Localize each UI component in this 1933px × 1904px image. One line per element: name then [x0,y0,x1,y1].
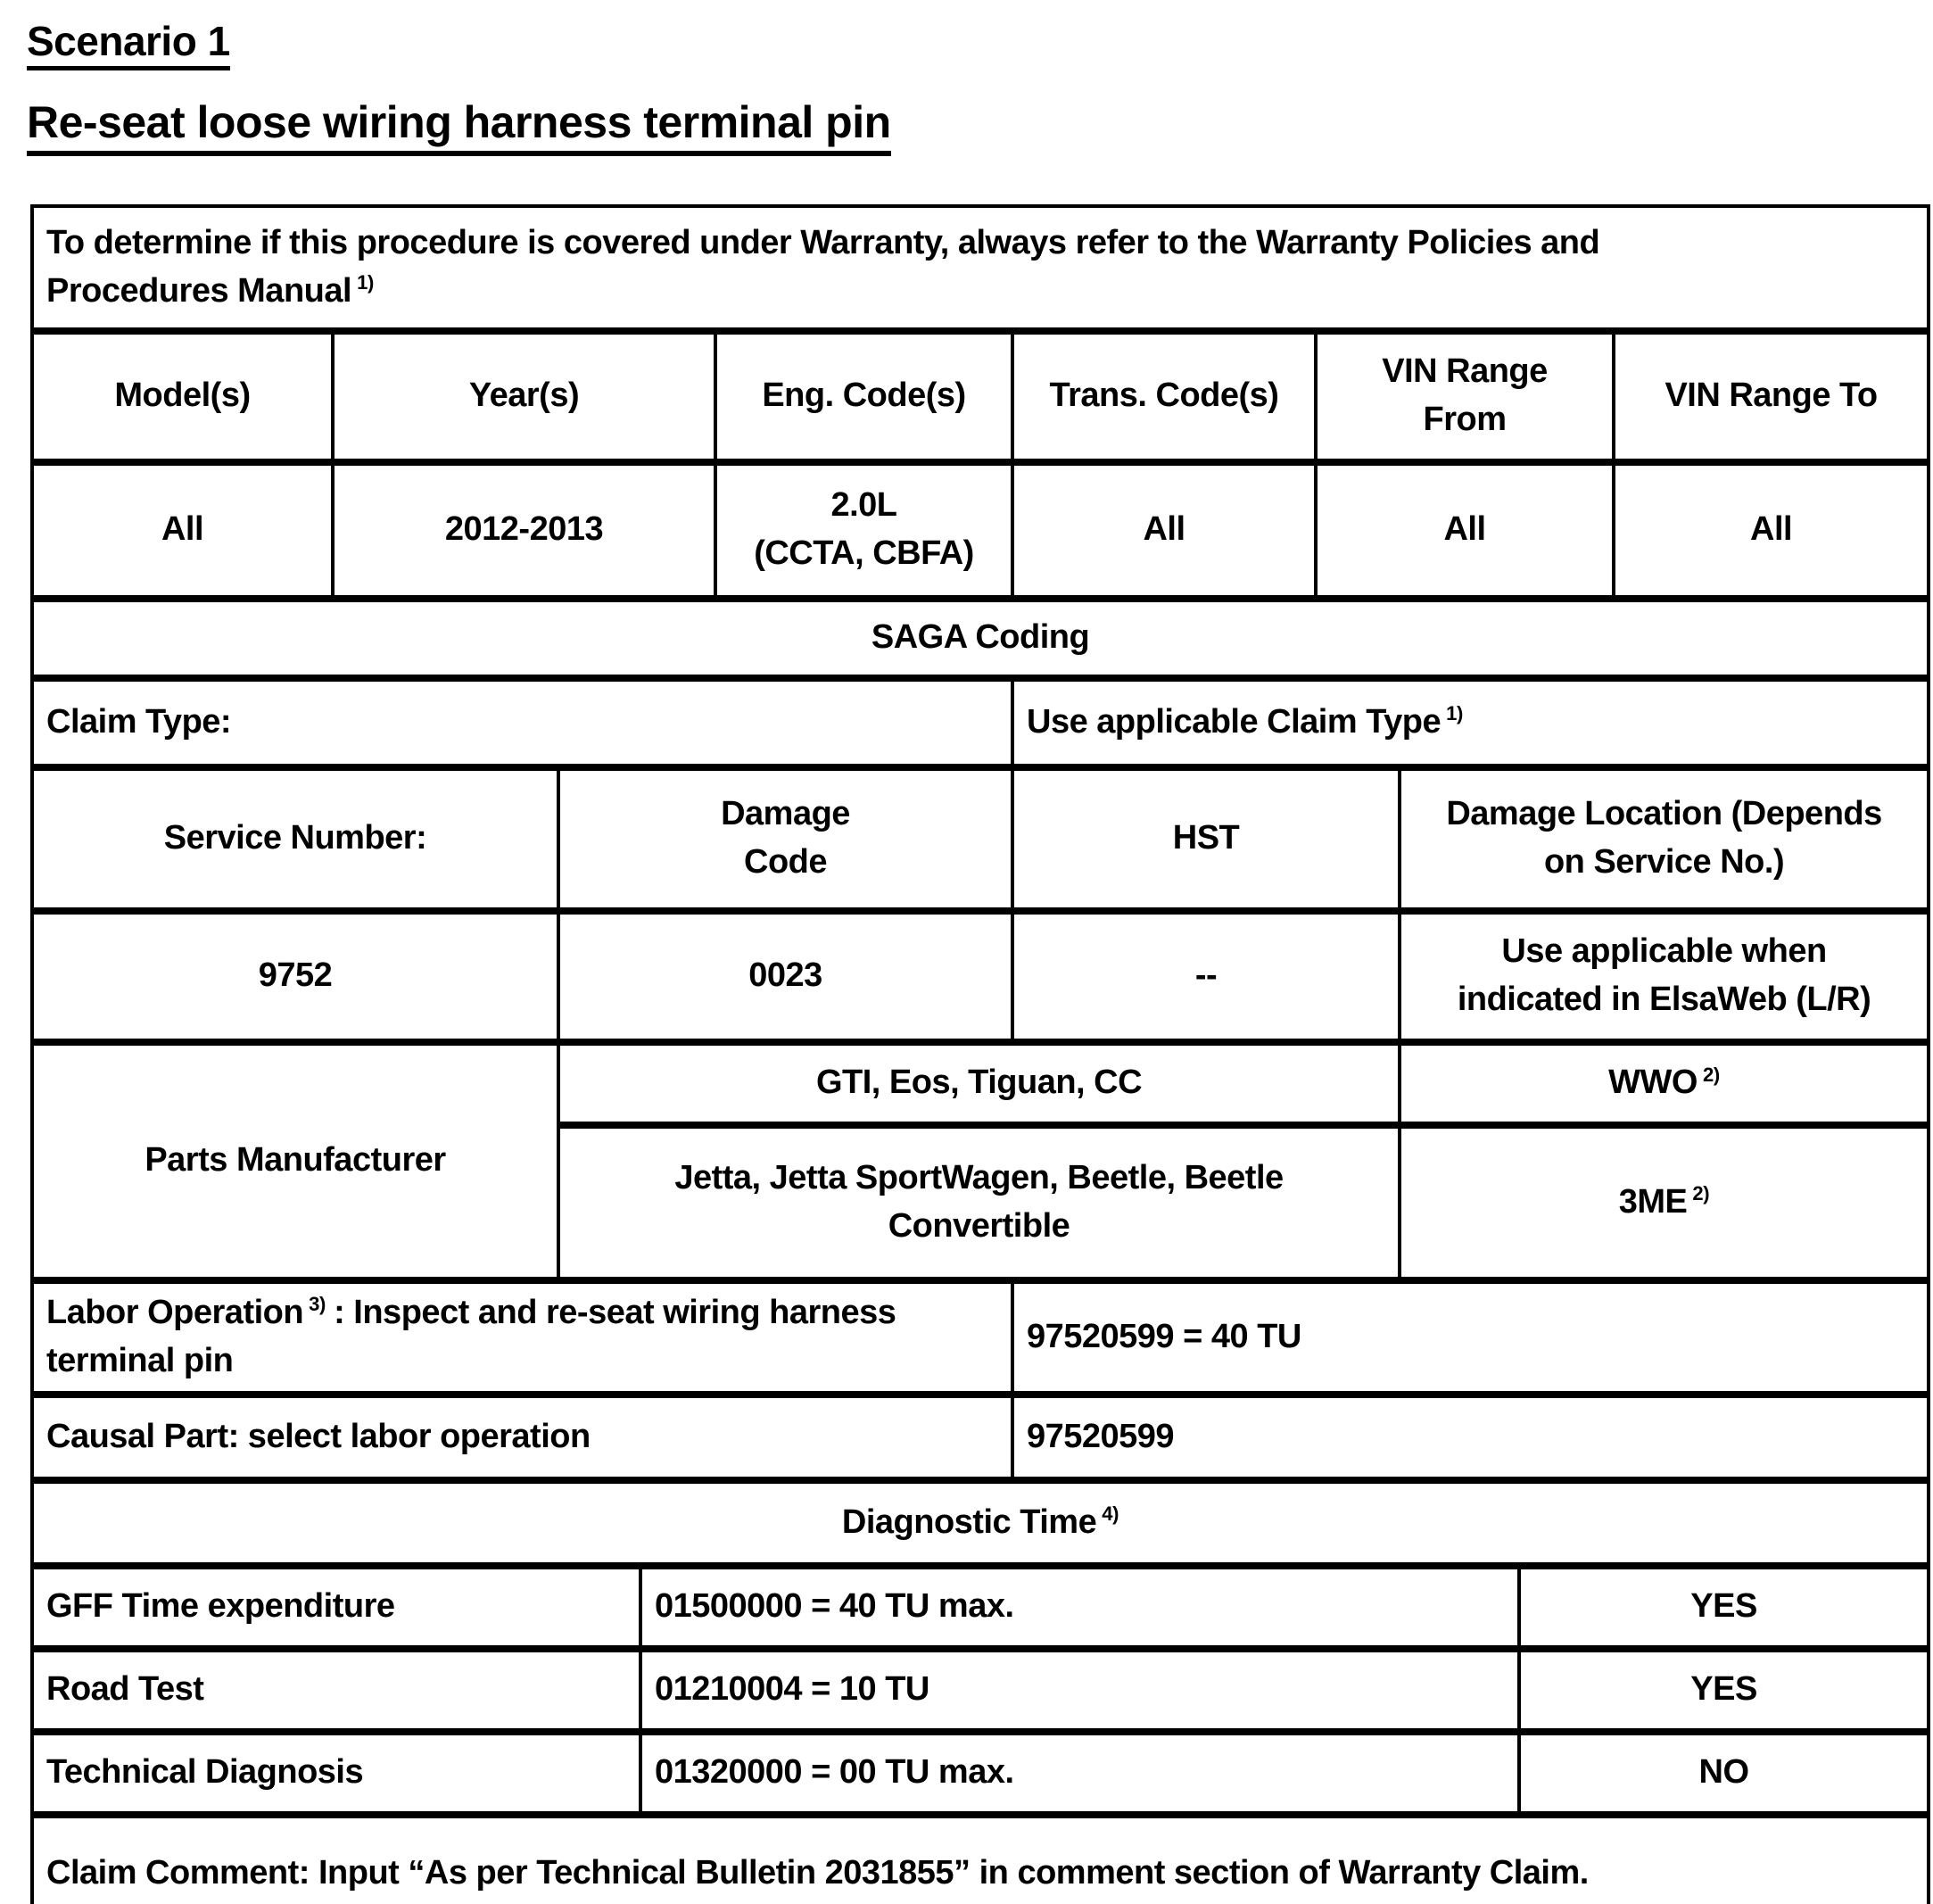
trans-codes-header-cell: Trans. Code(s) [1012,331,1316,462]
technical-diagnosis-code-cell: 01320000 = 00 TU max. [640,1732,1519,1815]
eng-codes-header-cell: Eng. Code(s) [715,331,1012,462]
table-row [32,462,1929,599]
parts-code-cell-2 [1400,1125,1929,1280]
table-row [32,767,1929,911]
scenario-heading-text: Scenario 1 [27,20,230,70]
table-row [32,331,1929,462]
parts-models-cell-2 [558,1125,1400,1280]
causal-part-value-cell: 97520599 [1012,1395,1929,1480]
scenario-heading [27,20,1933,70]
parts-code-text-2: 3ME [1618,1182,1688,1221]
claim-type-label-cell: Claim Type: [32,678,1012,767]
warranty-intro-cell [32,206,1929,331]
table-row [32,206,1929,331]
footnote-4-marker: 4) [1102,1503,1119,1526]
claim-comment-cell: Claim Comment: Input “As per Technical Bulletin 2031855” in comment section of Warranty Claim. [32,1815,1929,1904]
table-row [32,1566,1929,1649]
table-row [32,1480,1929,1566]
claim-type-value-cell [1012,678,1929,767]
parts-code-cell-1 [1400,1042,1929,1125]
damage-code-line2: Code [744,843,827,882]
damage-location-value-cell [1400,911,1929,1042]
technical-diagnosis-flag-cell: NO [1519,1732,1929,1815]
damage-location-value-line1: Use applicable when [1501,932,1827,971]
labor-operation-value-cell: 97520599 = 40 TU [1012,1280,1929,1395]
road-test-flag-cell: YES [1519,1649,1929,1732]
models-value-cell: All [32,462,333,599]
table-row [32,911,1929,1042]
warranty-intro-line2-text: Procedures Manual [46,271,352,310]
vin-range-to-header-cell: VIN Range To [1614,331,1929,462]
parts-code-text-1: WWO [1608,1064,1698,1102]
gff-time-label-cell: GFF Time expenditure [32,1566,640,1649]
causal-part-label-cell: Causal Part: select labor operation [32,1395,1012,1480]
trans-codes-value-cell: All [1012,462,1316,599]
vin-range-from-header-cell [1316,331,1614,462]
labor-operation-line1 [46,1289,998,1337]
road-test-code-cell: 01210004 = 10 TU [640,1649,1519,1732]
labor-operation-label-cell [32,1280,1012,1395]
vin-range-from-value-cell: All [1316,462,1614,599]
vin-range-from-line1: VIN Range [1382,352,1548,391]
footnote-2-marker: 2) [1692,1182,1710,1205]
labor-operation-line2: terminal pin [46,1341,234,1379]
claim-type-value-text: Use applicable Claim Type [1027,702,1441,741]
diagnostic-time-title-text: Diagnostic Time [841,1503,1097,1541]
diagnostic-time-title-cell [32,1480,1929,1566]
service-number-header-cell: Service Number: [32,767,558,911]
labor-operation-post: : Inspect and re-seat wiring harness [334,1293,896,1331]
table-row [32,1649,1929,1732]
damage-location-line1: Damage Location (Depends [1446,795,1882,833]
warranty-intro-line2 [46,268,1914,316]
eng-codes-line2: (CCTA, CBFA) [754,534,974,573]
years-header-cell: Year(s) [333,331,715,462]
damage-code-line1: Damage [721,795,850,833]
table-row [32,1732,1929,1815]
years-value-cell: 2012-2013 [333,462,715,599]
table-row [32,599,1929,678]
damage-code-header-cell [558,767,1012,911]
table-row [32,1280,1929,1395]
road-test-label-cell: Road Test [32,1649,640,1732]
procedure-heading-text: Re-seat loose wiring harness terminal pin [27,99,891,156]
damage-code-value-cell: 0023 [558,911,1012,1042]
damage-location-value-line2: indicated in ElsaWeb (L/R) [1457,981,1871,1019]
damage-location-line2: on Service No.) [1543,843,1785,882]
models-header-cell: Model(s) [32,331,333,462]
parts-manufacturer-label-cell: Parts Manufacturer [32,1042,558,1280]
footnote-1-marker: 1) [1446,702,1464,725]
footnote-1-marker: 1) [357,271,375,294]
footnote-3-marker: 3) [309,1293,326,1316]
table-row [32,1815,1929,1904]
vin-range-from-line2: From [1423,401,1507,439]
table-row [32,678,1929,767]
eng-codes-value-cell [715,462,1012,599]
parts-models-2-line1: Jetta, Jetta SportWagen, Beetle, Beetle [674,1158,1284,1196]
table-row [32,1042,1929,1125]
footnote-2-marker: 2) [1702,1063,1720,1086]
table-row [32,1395,1929,1480]
damage-location-header-cell [1400,767,1929,911]
gff-time-flag-cell: YES [1519,1566,1929,1649]
saga-coding-title-cell: SAGA Coding [32,599,1929,678]
labor-operation-pre: Labor Operation [46,1293,304,1331]
hst-value-cell: -- [1012,911,1400,1042]
hst-header-cell: HST [1012,767,1400,911]
vin-range-to-value-cell: All [1614,462,1929,599]
parts-models-cell-1: GTI, Eos, Tiguan, CC [558,1042,1400,1125]
service-number-value-cell: 9752 [32,911,558,1042]
technical-diagnosis-label-cell: Technical Diagnosis [32,1732,640,1815]
gff-time-code-cell: 01500000 = 40 TU max. [640,1566,1519,1649]
warranty-table [30,204,1930,1904]
procedure-heading [27,99,1933,156]
warranty-intro-line1: To determine if this procedure is covered under Warranty, always refer to the Warranty Policies and [46,223,1600,261]
parts-models-2-line2: Convertible [888,1206,1070,1245]
eng-codes-line1: 2.0L [830,486,897,525]
